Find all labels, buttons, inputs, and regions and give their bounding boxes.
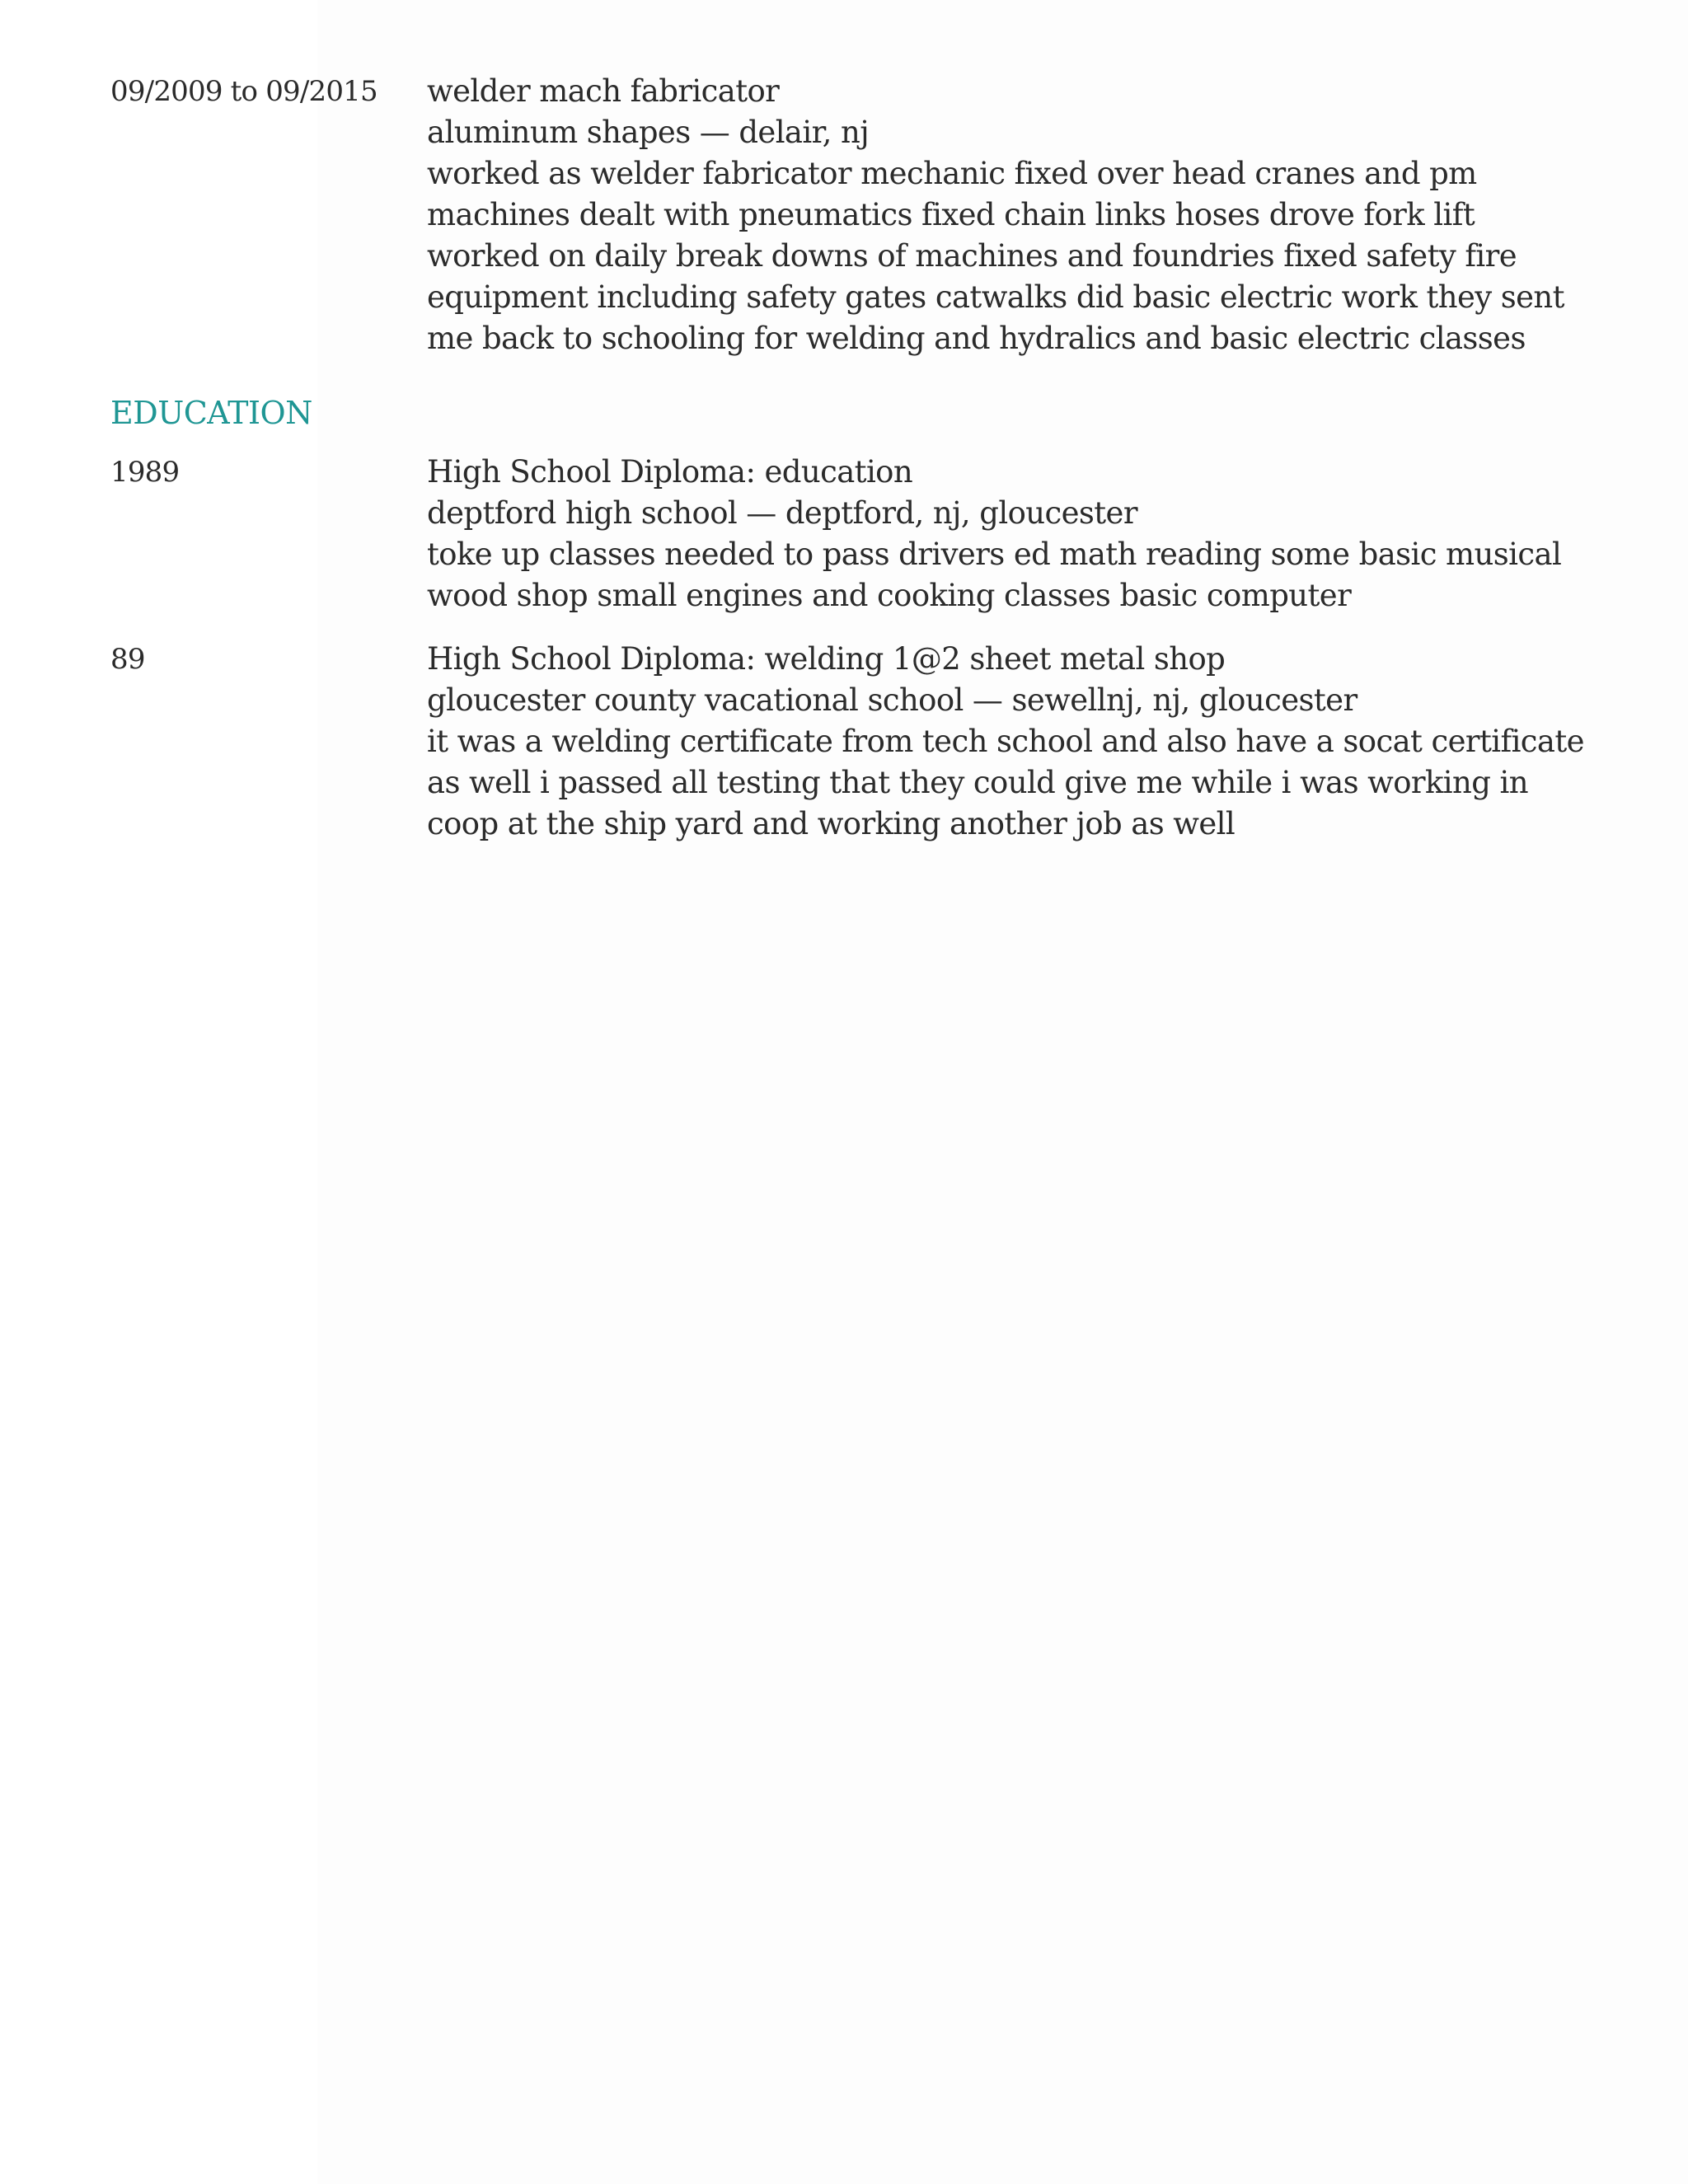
degree-title: High School Diploma: education bbox=[427, 454, 913, 490]
education-date: 1989 bbox=[110, 456, 180, 489]
job-description: worked as welder fabricator mechanic fixed over head cranes and pm machines dealt with pneumatics fixed chain links hoses drove fork lift worked on daily break downs of machines and foundries fixed safety fire equipment including safety gates catwalks did basic electric work they sent me back to schooling for welding and hydralics and basic electric classes bbox=[427, 156, 1564, 356]
job-title: welder mach fabricator bbox=[427, 73, 780, 109]
experience-content bbox=[427, 71, 1597, 359]
school-location: deptford high school — deptford, nj, gloucester bbox=[427, 495, 1137, 531]
education-content bbox=[427, 452, 1597, 616]
employer-location: aluminum shapes — delair, nj bbox=[427, 115, 870, 150]
education-heading: EDUCATION bbox=[110, 395, 312, 431]
education-description: toke up classes needed to pass drivers ed math reading some basic musical wood shop small engines and cooking classes basic computer bbox=[427, 537, 1562, 613]
education-date: 89 bbox=[110, 643, 145, 676]
school-location: gloucester county vacational school — sewellnj, nj, gloucester bbox=[427, 682, 1357, 718]
education-content bbox=[427, 639, 1597, 845]
education-description: it was a welding certificate from tech school and also have a socat certificate as well i passed all testing that they could give me while i was working in coop at the ship yard and working another job as well bbox=[427, 724, 1584, 841]
experience-date: 09/2009 to 09/2015 bbox=[110, 75, 377, 108]
degree-title: High School Diploma: welding 1@2 sheet metal shop bbox=[427, 641, 1226, 677]
